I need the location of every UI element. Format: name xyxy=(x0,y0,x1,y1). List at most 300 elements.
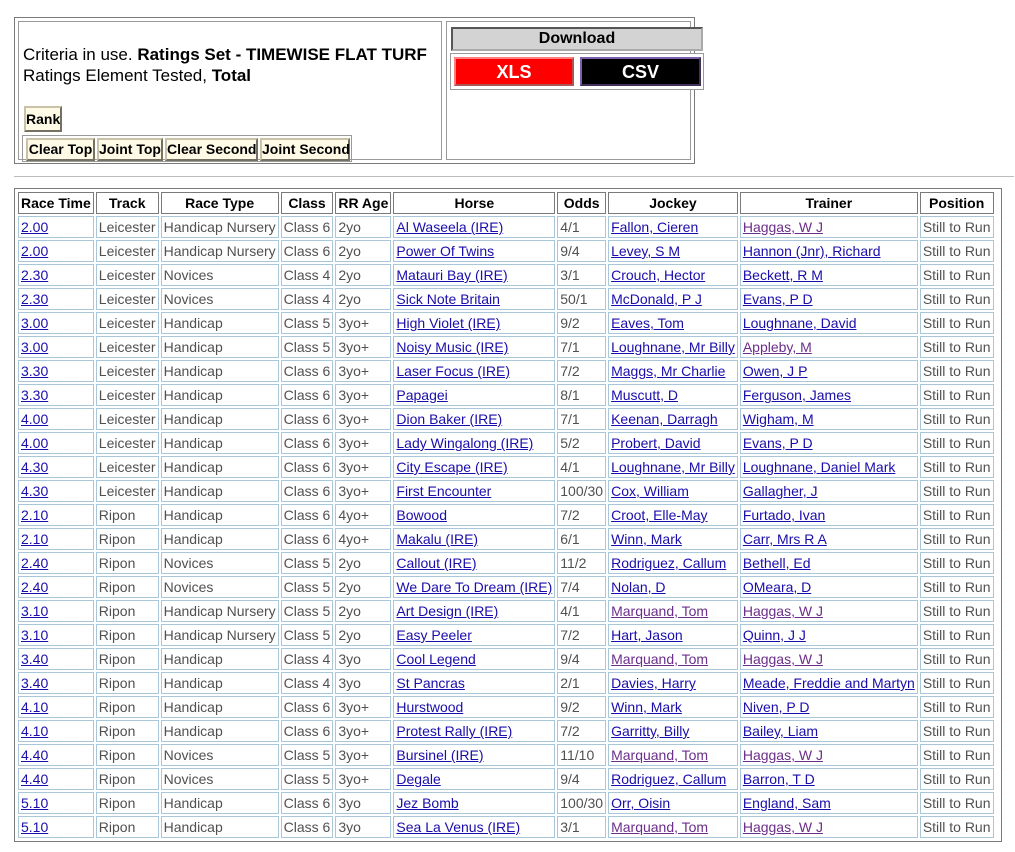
time-cell xyxy=(18,288,94,310)
trainer-link[interactable]: England, Sam xyxy=(742,795,831,811)
jockey-cell xyxy=(608,696,738,718)
horse-cell xyxy=(393,312,555,334)
trainer-link[interactable]: Meade, Freddie and Martyn xyxy=(742,675,915,691)
horse-cell xyxy=(393,456,555,478)
age-cell: 2yo xyxy=(335,240,391,262)
type-cell: Handicap xyxy=(161,408,279,430)
jockey-link[interactable]: Winn, Mark xyxy=(611,531,682,547)
jockey-cell xyxy=(608,816,738,838)
horse-cell xyxy=(393,744,555,766)
jockey-cell xyxy=(608,504,738,526)
jockey-cell xyxy=(608,384,738,406)
table-row xyxy=(18,768,994,790)
column-header-horse: Horse xyxy=(393,192,555,214)
trainer-link[interactable]: Bethell, Ed xyxy=(742,555,811,571)
horse-link[interactable]: Hurstwood xyxy=(396,699,464,715)
horse-link[interactable]: Al Waseela (IRE) xyxy=(396,219,504,235)
age-cell: 2yo xyxy=(335,600,391,622)
jockey-cell xyxy=(608,336,738,358)
horse-cell xyxy=(393,528,555,550)
position-cell: Still to Run xyxy=(920,696,994,718)
age-cell: 3yo xyxy=(335,648,391,670)
class-cell: Class 6 xyxy=(281,816,334,838)
trainer-link[interactable]: Furtado, Ivan xyxy=(742,507,826,523)
horse-link[interactable]: Bursinel (IRE) xyxy=(396,747,484,763)
odds-cell: 5/2 xyxy=(557,432,606,454)
position-cell: Still to Run xyxy=(920,336,994,358)
race-time-link[interactable]: 4.00 xyxy=(21,435,49,451)
horse-link[interactable]: We Dare To Dream (IRE) xyxy=(396,579,553,595)
trainer-cell xyxy=(740,696,918,718)
age-cell: 2yo xyxy=(335,576,391,598)
trainer-link[interactable]: Owen, J P xyxy=(742,363,808,379)
position-cell: Still to Run xyxy=(920,312,994,334)
class-cell: Class 6 xyxy=(281,216,334,238)
jockey-link[interactable]: McDonald, P J xyxy=(611,291,702,307)
age-cell: 2yo xyxy=(335,264,391,286)
table-row xyxy=(18,432,994,454)
trainer-cell xyxy=(740,216,918,238)
age-cell: 3yo+ xyxy=(335,384,391,406)
track-cell: Ripon xyxy=(96,672,159,694)
horse-cell xyxy=(393,264,555,286)
results-table xyxy=(16,190,996,840)
horse-cell xyxy=(393,336,555,358)
rank-button[interactable]: Rank xyxy=(24,106,62,132)
track-cell: Leicester xyxy=(96,216,159,238)
race-time-link[interactable]: 2.10 xyxy=(21,531,49,547)
race-time-link[interactable]: 5.10 xyxy=(21,795,49,811)
odds-cell: 3/1 xyxy=(557,264,606,286)
trainer-cell xyxy=(740,624,918,646)
trainer-link[interactable]: Haggas, W J xyxy=(742,219,823,235)
type-cell: Novices xyxy=(161,288,279,310)
type-cell: Handicap Nursery xyxy=(161,216,279,238)
type-cell: Handicap xyxy=(161,360,279,382)
trainer-cell xyxy=(740,720,918,742)
track-cell: Ripon xyxy=(96,768,159,790)
class-cell: Class 6 xyxy=(281,504,334,526)
position-cell: Still to Run xyxy=(920,264,994,286)
jockey-cell xyxy=(608,264,738,286)
position-cell: Still to Run xyxy=(920,288,994,310)
class-cell: Class 5 xyxy=(281,768,334,790)
jockey-link[interactable]: Eaves, Tom xyxy=(611,315,684,331)
trainer-link[interactable]: Ferguson, James xyxy=(742,387,851,403)
trainer-link[interactable]: Hannon (Jnr), Richard xyxy=(742,243,881,259)
position-cell: Still to Run xyxy=(920,744,994,766)
horse-link[interactable]: Power Of Twins xyxy=(396,243,495,259)
criteria-cell xyxy=(18,21,442,160)
jockey-link[interactable]: Crouch, Hector xyxy=(611,267,706,283)
jockey-link[interactable]: Fallon, Cieren xyxy=(611,219,699,235)
track-cell: Ripon xyxy=(96,600,159,622)
race-time-link[interactable]: 4.00 xyxy=(21,411,49,427)
type-cell: Novices xyxy=(161,768,279,790)
jockey-cell xyxy=(608,648,738,670)
horse-link[interactable]: City Escape (IRE) xyxy=(396,459,508,475)
class-cell: Class 5 xyxy=(281,600,334,622)
trainer-cell xyxy=(740,504,918,526)
type-cell: Handicap Nursery xyxy=(161,624,279,646)
results-table-container xyxy=(14,188,1002,842)
track-cell: Ripon xyxy=(96,696,159,718)
horse-link[interactable]: Sea La Venus (IRE) xyxy=(396,819,521,835)
trainer-link[interactable]: Beckett, R M xyxy=(742,267,823,283)
horse-link[interactable]: Jez Bomb xyxy=(396,795,459,811)
jockey-link[interactable]: Marquand, Tom xyxy=(611,603,709,619)
odds-cell: 9/4 xyxy=(557,768,606,790)
odds-cell: 7/2 xyxy=(557,360,606,382)
trainer-link[interactable]: Haggas, W J xyxy=(742,603,823,619)
type-cell: Novices xyxy=(161,264,279,286)
jockey-link[interactable]: Levey, S M xyxy=(611,243,681,259)
class-cell: Class 5 xyxy=(281,576,334,598)
horse-cell xyxy=(393,480,555,502)
horse-cell xyxy=(393,360,555,382)
clear-top-button[interactable]: Clear Top xyxy=(26,138,95,161)
jockey-cell xyxy=(608,360,738,382)
class-cell: Class 5 xyxy=(281,744,334,766)
position-cell: Still to Run xyxy=(920,216,994,238)
race-time-link[interactable]: 3.40 xyxy=(21,675,49,691)
age-cell: 3yo+ xyxy=(335,336,391,358)
race-time-link[interactable]: 3.30 xyxy=(21,363,49,379)
table-row xyxy=(18,528,994,550)
jockey-link[interactable]: Winn, Mark xyxy=(611,699,682,715)
criteria-panel xyxy=(14,17,695,164)
trainer-link[interactable]: Carr, Mrs R A xyxy=(742,531,827,547)
time-cell xyxy=(18,312,94,334)
table-row xyxy=(18,624,994,646)
time-cell xyxy=(18,264,94,286)
race-time-link[interactable]: 4.10 xyxy=(21,699,49,715)
odds-cell: 100/30 xyxy=(557,480,606,502)
ratings-set: Ratings Set - TIMEWISE FLAT TURF xyxy=(137,45,427,64)
xls-download-button[interactable]: XLS xyxy=(454,57,574,86)
age-cell: 3yo+ xyxy=(335,720,391,742)
jockey-cell xyxy=(608,576,738,598)
clear-second-button[interactable]: Clear Second xyxy=(165,138,258,161)
race-time-link[interactable]: 2.40 xyxy=(21,579,49,595)
trainer-link[interactable]: Loughnane, Daniel Mark xyxy=(742,459,896,475)
class-cell: Class 6 xyxy=(281,432,334,454)
race-time-link[interactable]: 3.10 xyxy=(21,603,49,619)
trainer-cell xyxy=(740,792,918,814)
jockey-link[interactable]: Rodriguez, Callum xyxy=(611,555,727,571)
trainer-cell xyxy=(740,360,918,382)
trainer-cell xyxy=(740,672,918,694)
table-row xyxy=(18,408,994,430)
joint-top-button[interactable]: Joint Top xyxy=(97,138,163,161)
time-cell xyxy=(18,672,94,694)
race-time-link[interactable]: 3.40 xyxy=(21,651,49,667)
jockey-link[interactable]: Loughnane, Mr Billy xyxy=(611,459,735,475)
horse-link[interactable]: Sick Note Britain xyxy=(396,291,500,307)
jockey-link[interactable]: Davies, Harry xyxy=(611,675,696,691)
odds-cell: 9/2 xyxy=(557,696,606,718)
horse-link[interactable]: Makalu (IRE) xyxy=(396,531,479,547)
horse-link[interactable]: Easy Peeler xyxy=(396,627,472,643)
jockey-link[interactable]: Loughnane, Mr Billy xyxy=(611,339,735,355)
race-time-link[interactable]: 4.40 xyxy=(21,747,49,763)
table-row xyxy=(18,384,994,406)
download-header: Download xyxy=(451,27,703,51)
table-row xyxy=(18,576,994,598)
odds-cell: 7/1 xyxy=(557,336,606,358)
class-cell: Class 6 xyxy=(281,384,334,406)
type-cell: Handicap xyxy=(161,648,279,670)
odds-cell: 7/2 xyxy=(557,720,606,742)
trainer-link[interactable]: Barron, T D xyxy=(742,771,815,787)
track-cell: Ripon xyxy=(96,816,159,838)
jockey-link[interactable]: Cox, William xyxy=(611,483,689,499)
jockey-link[interactable]: Marquand, Tom xyxy=(611,819,709,835)
table-row xyxy=(18,816,994,838)
age-cell: 3yo xyxy=(335,792,391,814)
time-cell xyxy=(18,456,94,478)
track-cell: Leicester xyxy=(96,312,159,334)
age-cell: 3yo+ xyxy=(335,744,391,766)
horse-cell xyxy=(393,288,555,310)
type-cell: Handicap Nursery xyxy=(161,600,279,622)
class-cell: Class 6 xyxy=(281,696,334,718)
jockey-link[interactable]: Croot, Elle-May xyxy=(611,507,708,523)
position-cell: Still to Run xyxy=(920,816,994,838)
jockey-link[interactable]: Garritty, Billy xyxy=(611,723,690,739)
table-row xyxy=(18,240,994,262)
horse-cell xyxy=(393,240,555,262)
trainer-link[interactable]: Gallagher, J xyxy=(742,483,818,499)
trainer-cell xyxy=(740,480,918,502)
time-cell xyxy=(18,768,94,790)
race-time-link[interactable]: 4.40 xyxy=(21,771,49,787)
horse-link[interactable]: Degale xyxy=(396,771,441,787)
horse-link[interactable]: Noisy Music (IRE) xyxy=(396,339,509,355)
track-cell: Leicester xyxy=(96,240,159,262)
table-row xyxy=(18,672,994,694)
horse-link[interactable]: Art Design (IRE) xyxy=(396,603,499,619)
jockey-link[interactable]: Nolan, D xyxy=(611,579,666,595)
trainer-cell xyxy=(740,264,918,286)
race-time-link[interactable]: 3.00 xyxy=(21,339,49,355)
jockey-link[interactable]: Marquand, Tom xyxy=(611,747,709,763)
horse-cell xyxy=(393,216,555,238)
trainer-link[interactable]: Quinn, J J xyxy=(742,627,806,643)
trainer-link[interactable]: Wigham, M xyxy=(742,411,814,427)
position-cell: Still to Run xyxy=(920,768,994,790)
race-time-link[interactable]: 4.30 xyxy=(21,459,49,475)
horse-link[interactable]: Protest Rally (IRE) xyxy=(396,723,513,739)
horse-link[interactable]: High Violet (IRE) xyxy=(396,315,501,331)
track-cell: Leicester xyxy=(96,408,159,430)
horse-link[interactable]: Cool Legend xyxy=(396,651,476,667)
table-row xyxy=(18,336,994,358)
odds-cell: 50/1 xyxy=(557,288,606,310)
position-cell: Still to Run xyxy=(920,432,994,454)
jockey-cell xyxy=(608,240,738,262)
table-row xyxy=(18,480,994,502)
time-cell xyxy=(18,432,94,454)
horse-link[interactable]: First Encounter xyxy=(396,483,492,499)
position-cell: Still to Run xyxy=(920,480,994,502)
trainer-cell xyxy=(740,576,918,598)
horse-cell xyxy=(393,816,555,838)
race-time-link[interactable]: 4.10 xyxy=(21,723,49,739)
trainer-cell xyxy=(740,240,918,262)
jockey-cell xyxy=(608,216,738,238)
time-cell xyxy=(18,624,94,646)
column-header-rr-age: RR Age xyxy=(335,192,391,214)
race-time-link[interactable]: 2.30 xyxy=(21,267,49,283)
track-cell: Leicester xyxy=(96,384,159,406)
position-cell: Still to Run xyxy=(920,504,994,526)
race-time-link[interactable]: 2.00 xyxy=(21,219,49,235)
odds-cell: 11/10 xyxy=(557,744,606,766)
trainer-link[interactable]: Haggas, W J xyxy=(742,651,823,667)
odds-cell: 2/1 xyxy=(557,672,606,694)
table-row xyxy=(18,720,994,742)
time-cell xyxy=(18,240,94,262)
track-cell: Leicester xyxy=(96,480,159,502)
horse-link[interactable]: Laser Focus (IRE) xyxy=(396,363,510,379)
criteria-text xyxy=(23,44,427,86)
jockey-cell xyxy=(608,672,738,694)
age-cell: 3yo+ xyxy=(335,312,391,334)
horse-cell xyxy=(393,624,555,646)
horse-link[interactable]: Dion Baker (IRE) xyxy=(396,411,503,427)
trainer-link[interactable]: OMeara, D xyxy=(742,579,812,595)
trainer-link[interactable]: Haggas, W J xyxy=(742,747,823,763)
odds-cell: 7/4 xyxy=(557,576,606,598)
age-cell: 4yo+ xyxy=(335,528,391,550)
divider xyxy=(14,176,1014,177)
track-cell: Ripon xyxy=(96,744,159,766)
odds-cell: 100/30 xyxy=(557,792,606,814)
track-cell: Ripon xyxy=(96,720,159,742)
track-cell: Leicester xyxy=(96,288,159,310)
time-cell xyxy=(18,696,94,718)
element-prefix: Ratings Element Tested, xyxy=(23,66,212,85)
race-time-link[interactable]: 2.00 xyxy=(21,243,49,259)
jockey-cell xyxy=(608,456,738,478)
trainer-link[interactable]: Loughnane, David xyxy=(742,315,857,331)
position-cell: Still to Run xyxy=(920,600,994,622)
horse-link[interactable]: Bowood xyxy=(396,507,447,523)
track-cell: Leicester xyxy=(96,456,159,478)
csv-download-button[interactable]: CSV xyxy=(580,57,701,86)
jockey-link[interactable]: Orr, Oisin xyxy=(611,795,671,811)
horse-link[interactable]: Callout (IRE) xyxy=(396,555,477,571)
jockey-cell xyxy=(608,768,738,790)
race-time-link[interactable]: 3.10 xyxy=(21,627,49,643)
jockey-link[interactable]: Maggs, Mr Charlie xyxy=(611,363,726,379)
download-cell xyxy=(446,21,691,160)
age-cell: 3yo+ xyxy=(335,456,391,478)
race-time-link[interactable]: 2.10 xyxy=(21,507,49,523)
class-cell: Class 6 xyxy=(281,408,334,430)
horse-link[interactable]: St Pancras xyxy=(396,675,465,691)
horse-cell xyxy=(393,792,555,814)
track-cell: Ripon xyxy=(96,792,159,814)
time-cell xyxy=(18,408,94,430)
position-cell: Still to Run xyxy=(920,648,994,670)
age-cell: 3yo+ xyxy=(335,408,391,430)
class-cell: Class 4 xyxy=(281,264,334,286)
jockey-link[interactable]: Muscutt, D xyxy=(611,387,678,403)
trainer-link[interactable]: Bailey, Liam xyxy=(742,723,819,739)
race-time-link[interactable]: 4.30 xyxy=(21,483,49,499)
race-time-link[interactable]: 5.10 xyxy=(21,819,49,835)
age-cell: 3yo+ xyxy=(335,480,391,502)
odds-cell: 4/1 xyxy=(557,216,606,238)
horse-cell xyxy=(393,648,555,670)
position-cell: Still to Run xyxy=(920,240,994,262)
race-time-link[interactable]: 2.40 xyxy=(21,555,49,571)
jockey-link[interactable]: Rodriguez, Callum xyxy=(611,771,727,787)
trainer-link[interactable]: Evans, P D xyxy=(742,291,813,307)
type-cell: Novices xyxy=(161,744,279,766)
column-header-jockey: Jockey xyxy=(608,192,738,214)
odds-cell: 6/1 xyxy=(557,528,606,550)
trainer-cell xyxy=(740,312,918,334)
horse-cell xyxy=(393,408,555,430)
jockey-link[interactable]: Probert, David xyxy=(611,435,701,451)
time-cell xyxy=(18,480,94,502)
jockey-link[interactable]: Keenan, Darragh xyxy=(611,411,718,427)
position-cell: Still to Run xyxy=(920,624,994,646)
time-cell xyxy=(18,648,94,670)
trainer-cell xyxy=(740,552,918,574)
type-cell: Handicap xyxy=(161,528,279,550)
race-time-link[interactable]: 3.00 xyxy=(21,315,49,331)
track-cell: Ripon xyxy=(96,624,159,646)
age-cell: 2yo xyxy=(335,288,391,310)
trainer-cell xyxy=(740,816,918,838)
time-cell xyxy=(18,336,94,358)
jockey-cell xyxy=(608,624,738,646)
joint-second-button[interactable]: Joint Second xyxy=(260,138,350,161)
track-cell: Ripon xyxy=(96,576,159,598)
trainer-link[interactable]: Evans, P D xyxy=(742,435,813,451)
age-cell: 2yo xyxy=(335,624,391,646)
trainer-cell xyxy=(740,384,918,406)
horse-cell xyxy=(393,672,555,694)
time-cell xyxy=(18,816,94,838)
odds-cell: 9/4 xyxy=(557,648,606,670)
jockey-link[interactable]: Marquand, Tom xyxy=(611,651,709,667)
time-cell xyxy=(18,504,94,526)
race-time-link[interactable]: 2.30 xyxy=(21,291,49,307)
jockey-cell xyxy=(608,600,738,622)
trainer-link[interactable]: Appleby, M xyxy=(742,339,812,355)
trainer-link[interactable]: Niven, P D xyxy=(742,699,810,715)
column-header-position: Position xyxy=(920,192,994,214)
horse-link[interactable]: Lady Wingalong (IRE) xyxy=(396,435,534,451)
trainer-link[interactable]: Haggas, W J xyxy=(742,819,823,835)
odds-cell: 4/1 xyxy=(557,600,606,622)
race-time-link[interactable]: 3.30 xyxy=(21,387,49,403)
column-header-track: Track xyxy=(96,192,159,214)
horse-cell xyxy=(393,720,555,742)
time-cell xyxy=(18,600,94,622)
criteria-prefix: Criteria in use. xyxy=(23,45,138,64)
column-header-class: Class xyxy=(281,192,334,214)
jockey-link[interactable]: Hart, Jason xyxy=(611,627,683,643)
horse-link[interactable]: Matauri Bay (IRE) xyxy=(396,267,508,283)
age-cell: 3yo xyxy=(335,816,391,838)
horse-link[interactable]: Papagei xyxy=(396,387,448,403)
